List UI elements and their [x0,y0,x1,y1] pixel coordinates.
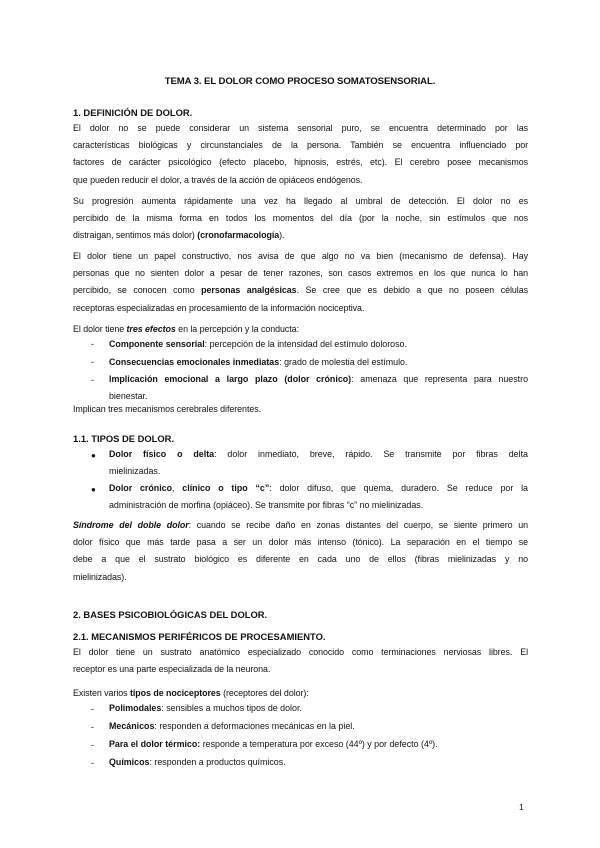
text-line: percibido de la misma forma en todos los momentos del día (por la noche, sin estímulos que nos [73,213,528,224]
paragraph-definicion-1 [73,120,528,189]
bold-term: Polimodales [109,703,162,713]
text-line: bienestar. [109,391,148,402]
text-line [109,446,528,463]
list-dash: - [91,357,94,367]
text-run: : amenaza que representa para nuestro [351,374,529,384]
text-run: (receptores del dolor): [220,688,309,698]
text-line: factores de carácter psicológico (efecto placebo, hipnosis, estrés, etc). El cerebro posee mecanismos [73,157,528,168]
text-line: mielinizadas. [109,466,161,477]
bold-term: Dolor físico o delta [109,449,215,459]
bold-term: Implicación emocional a largo plazo (dolor crónico) [109,374,352,384]
bold-term: Consecuencias emocionales inmediatas [109,357,280,367]
text-line: que pueden reducir el dolor, a través de la acción de opiáceos endógenos. [73,174,363,185]
list-item-quimicos [109,754,528,771]
bold-term: Dolor crónico [109,483,173,493]
text-run: distraigan, sentimos más dolor) [73,230,198,241]
bold-term: Químicos [109,757,150,767]
bold-term: Componente sensorial [109,339,205,349]
text-line [73,517,528,534]
text-line: características biológicas y circunstanciales de la persona. También se encuentra influenciado por [73,140,528,151]
bullet-icon: ● [91,451,96,460]
list-item-polimodales [109,700,528,717]
text-line: Su progresión aumenta rápidamente una vez ha llegado al umbral de detección. El dolor no es [73,196,528,206]
section-heading-bases: 2. BASES PSICOBIOLÓGICAS DEL DOLOR. [73,609,268,620]
text-run: : percepción de la intensidad del estímulo doloroso. [204,339,407,349]
text-run: : cuando se recibe daño en zonas distantes del cuerpo, se siente primero un [188,520,528,530]
text-line [109,371,528,388]
text-line [73,227,528,244]
paragraph-sustrato [73,644,528,678]
list-item-mecanicos [109,718,528,735]
paragraph-doble-dolor [73,517,528,586]
text-line [109,480,528,497]
list-item-efecto-1 [109,336,528,353]
list-item-termico [109,736,528,753]
text-run: responde a temperatura por exceso (44º) y por defecto (4º). [200,739,438,749]
page-title: TEMA 3. EL DOLOR COMO PROCESO SOMATOSENSORIAL. [164,76,436,87]
text-line: receptor es una parte especializada de la neurona. [73,664,271,675]
text-line: receptoras especializadas en procesamiento de la información nociceptiva. [73,302,365,313]
bullet-icon: ● [91,485,96,494]
text-line: El dolor tiene un sustrato anatómico especializado conocido como terminaciones nerviosas libres. El [73,647,528,657]
text-run: : responden a productos químicos. [149,757,286,767]
text-run: Existen varios [73,688,130,698]
text-run: : dolor difuso, que quema, duradero. Se reduce por la [269,483,528,493]
text-run: ). [279,230,285,241]
section-heading-tipos: 1.1. TIPOS DE DOLOR. [73,433,175,444]
list-dash: - [91,704,94,714]
list-dash: - [91,375,94,385]
bold-term: tipos de nociceptores [129,688,221,698]
bold-italic-term: Síndrome del doble dolor [73,520,189,530]
text-line: mielinizadas). [73,571,127,582]
paragraph-mecanismos: Implican tres mecanismos cerebrales diferentes. [73,404,262,414]
text-line: administración de morfina (opiáceo). Se transmite por fibras “c” no mielinizadas. [109,500,424,511]
text-run: . Se cree que es debido a que no poseen células [296,285,528,296]
paragraph-definicion-3 [73,248,528,317]
bold-term: personas analgésicas [201,285,297,296]
text-line [73,282,528,299]
bold-term: (cronofarmacología [197,230,280,241]
page-number: 1 [519,802,524,812]
text-line: dolor físico que más tarde pasa a ser un dolor más intenso (tónico). La separación en el tiempo se [73,537,528,548]
section-heading-definicion: 1. DEFINICIÓN DE DOLOR. [73,107,193,118]
text-line: El dolor tiene un papel constructivo, nos avisa de que algo no va bien (mecanismo de defensa). Hay [73,251,528,261]
text-run: en la percepción y la conducta: [175,324,299,334]
list-dash: - [91,740,94,750]
bold-term: Para el dolor térmico: [109,739,201,749]
list-dash: - [91,339,94,349]
list-item-efecto-2 [109,354,528,371]
bold-italic-term: tres efectos [126,324,176,334]
list-dash: - [91,722,94,732]
text-run: El dolor tiene [73,324,127,334]
paragraph-definicion-2 [73,193,528,245]
text-run: percibido, se conocen como [73,285,202,296]
bold-term: Mecánicos [109,721,155,731]
list-dash: - [91,758,94,768]
bold-term: clínico o tipo “c” [182,483,270,493]
text-run: : dolor inmediato, breve, rápido. Se transmite por fibras delta [214,449,528,459]
list-item-dolor-fisico [109,446,528,480]
text-line: personas que no sienten dolor a pesar de tener razones, son casos extremos en los que nunca lo han [73,268,528,279]
text-line: El dolor no se puede considerar un sistema sensorial puro, se encuentra determinado por las [73,123,528,133]
text-run: : responden a deformaciones mecánicas en la piel. [154,721,355,731]
text-line: debe a que el sustrato biológico es diferente en cada uno de ellos (fibras mielinizadas y no [73,554,528,565]
text-run: : grado de molestia del estímulo. [279,357,408,367]
list-item-dolor-cronico [109,480,528,514]
text-run: : sensibles a muchos tipos de dolor. [161,703,302,713]
text-run: , [172,483,183,493]
subsection-heading-mecanismos: 2.1. MECANISMOS PERIFÉRICOS DE PROCESAMIENTO. [73,631,326,642]
